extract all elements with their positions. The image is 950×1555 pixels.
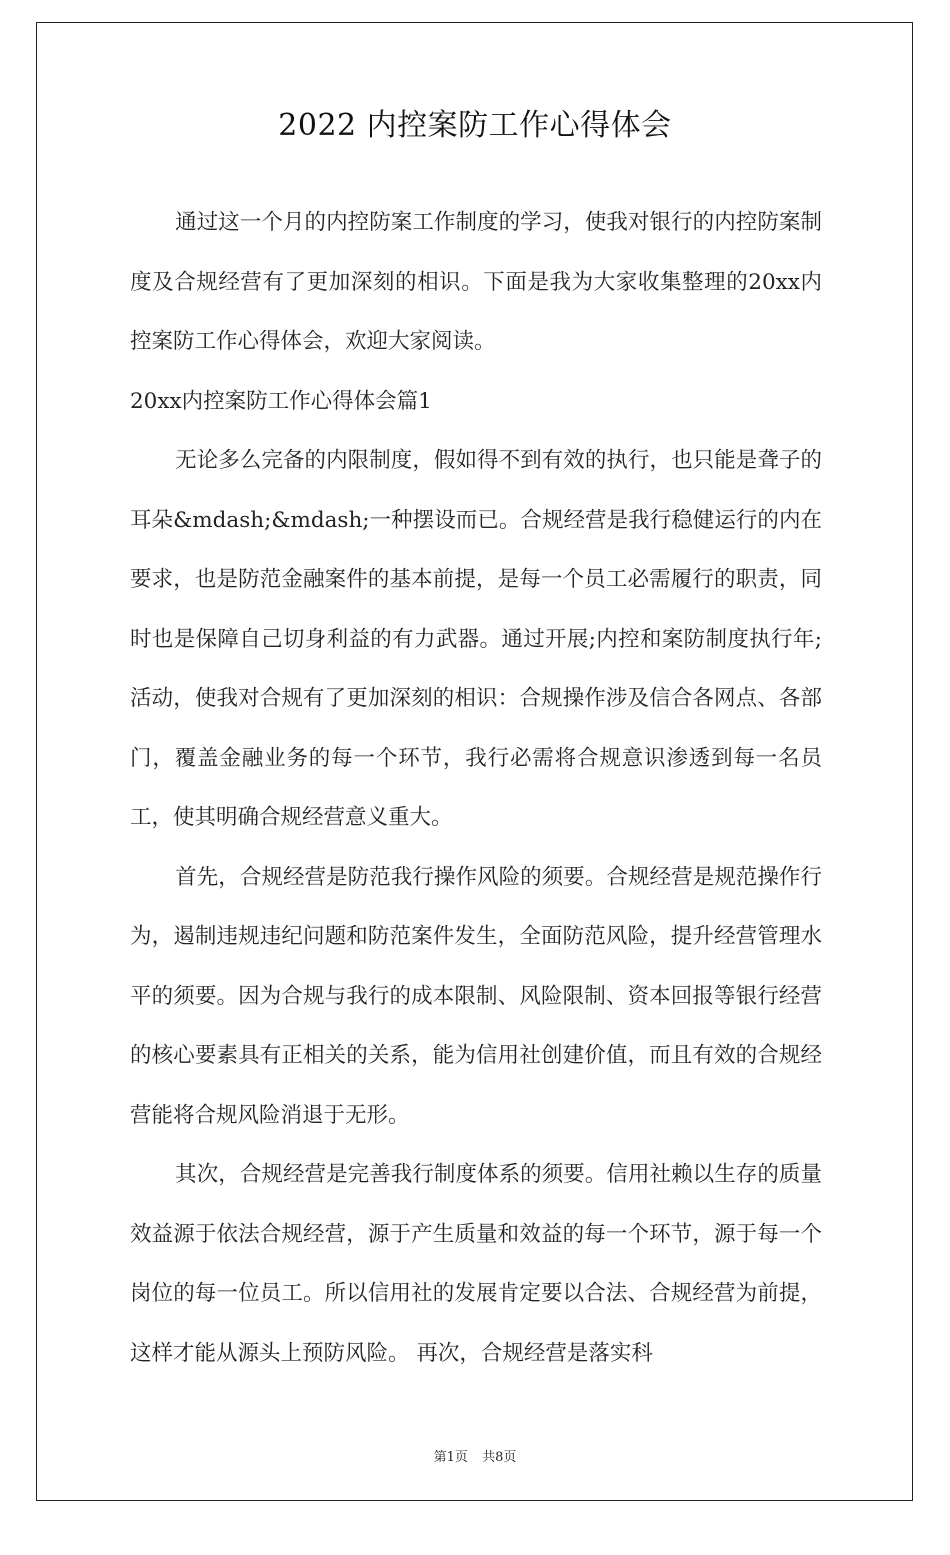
document-body bbox=[130, 193, 822, 1383]
body-paragraph: 其次，合规经营是完善我行制度体系的须要。信用社赖以生存的质量效益源于依法合规经营，源于产生质量和效益的每一个环节，源于每一个岗位的每一位员工。所以信用社的发展肯定要以合法、合规经营为前提，这样才能从源头上预防风险。 再次，合规经营是落实科 bbox=[130, 1162, 822, 1366]
body-paragraph: 无论多么完备的内限制度，假如得不到有效的执行，也只能是聋子的耳朵&mdash;&mdash;一种摆设而已。合规经营是我行稳健运行的内在要求，也是防范金融案件的基本前提，是每一个员工必需履行的职责，同时也是保障自己切身利益的有力武器。通过开展;内控和案防制度执行年;活动，使我对合规有了更加深刻的相识：合规操作涉及信合各网点、各部门，覆盖金融业务的每一个环节，我行必需将合规意识渗透到每一名员工，使其明确合规经营意义重大。 bbox=[130, 448, 822, 830]
document-title: 2022 内控案防工作心得体会 bbox=[278, 108, 672, 143]
page-footer bbox=[0, 1449, 950, 1467]
page-number: 第1页 bbox=[433, 1450, 468, 1465]
page-total: 共8页 bbox=[482, 1450, 517, 1465]
intro-paragraph: 通过这一个月的内控防案工作制度的学习，使我对银行的内控防案制度及合规经营有了更加深刻的相识。下面是我为大家收集整理的20xx内控案防工作心得体会，欢迎大家阅读。 bbox=[130, 210, 822, 354]
section-heading: 20xx内控案防工作心得体会篇1 bbox=[130, 388, 432, 414]
body-paragraph: 首先，合规经营是防范我行操作风险的须要。合规经营是规范操作行为，遏制违规违纪问题和防范案件发生，全面防范风险，提升经营管理水平的须要。因为合规与我行的成本限制、风险限制、资本回报等银行经营的核心要素具有正相关的关系，能为信用社创建价值，而且有效的合规经营能将合规风险消退于无形。 bbox=[130, 864, 822, 1128]
